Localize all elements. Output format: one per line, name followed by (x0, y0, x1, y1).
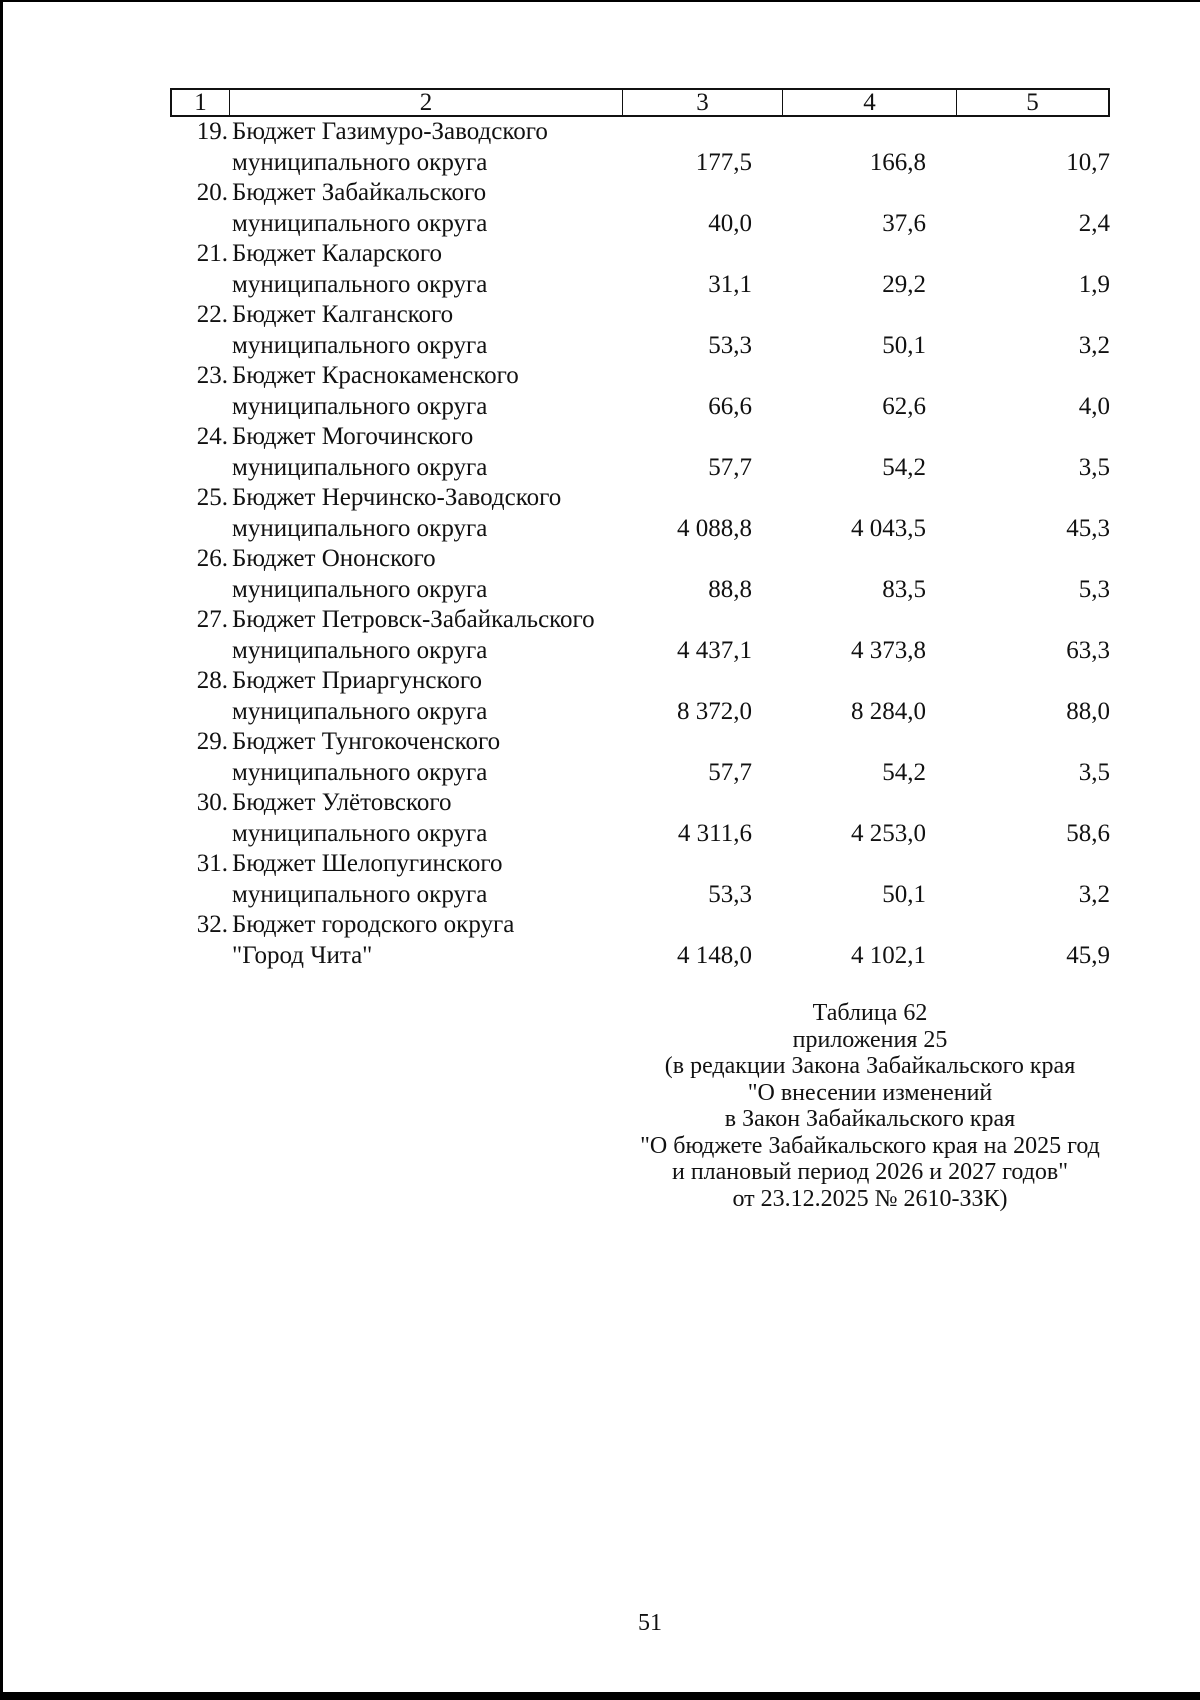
table-row (170, 483, 1110, 544)
row-name-line2: муниципального округа (232, 392, 488, 420)
row-value-col3: 57,7 (708, 453, 752, 481)
page-number: 51 (638, 1610, 662, 1636)
row-number: 19. (196, 118, 228, 145)
header-col-3: 3 (623, 90, 783, 115)
caption-line: приложения 25 (792, 1026, 948, 1053)
row-name-line2: муниципального округа (232, 453, 488, 481)
row-value-col4: 8 284,0 (851, 697, 926, 725)
row-name-line1: Бюджет городского округа (232, 911, 515, 938)
row-name-line1: Бюджет Тунгокоченского (232, 728, 501, 755)
row-value-col3: 8 372,0 (677, 697, 752, 725)
row-name-line1: Бюджет Ононского (232, 545, 436, 572)
row-value-col4: 50,1 (882, 880, 926, 908)
row-name-line2: муниципального округа (232, 819, 488, 847)
row-name-line2: муниципального округа (232, 270, 488, 298)
table-row (170, 605, 1110, 666)
row-name-line1: Бюджет Калганского (232, 301, 454, 328)
scan-edge-top (0, 0, 1200, 2)
row-number: 30. (196, 789, 228, 816)
row-number: 26. (196, 545, 228, 572)
row-name-line1: Бюджет Шелопугинского (232, 850, 503, 877)
row-value-col5: 2,4 (1078, 209, 1110, 237)
row-value-col3: 57,7 (708, 758, 752, 786)
row-value-col5: 58,6 (1066, 819, 1110, 847)
row-value-col5: 1,9 (1078, 270, 1110, 298)
row-name-line2: муниципального округа (232, 758, 488, 786)
row-name-line1: Бюджет Нерчинско-Заводского (232, 484, 562, 511)
row-name-line1: Бюджет Могочинского (232, 423, 474, 450)
table-row (170, 361, 1110, 422)
header-col-1: 1 (172, 90, 230, 115)
row-value-col4: 62,6 (882, 392, 926, 420)
row-value-col5: 3,2 (1078, 880, 1110, 908)
header-col-5: 5 (1026, 89, 1039, 116)
row-value-col5: 63,3 (1066, 636, 1110, 664)
row-name-line1: Бюджет Каларского (232, 240, 443, 267)
row-value-col5: 3,5 (1078, 758, 1110, 786)
row-value-col5: 45,9 (1066, 941, 1110, 969)
row-name-line2: муниципального округа (232, 575, 488, 603)
row-value-col5: 3,5 (1078, 453, 1110, 481)
row-number: 25. (196, 484, 228, 511)
caption-line: в Закон Забайкальского края (724, 1106, 1016, 1132)
row-number: 21. (196, 240, 228, 267)
row-name-line1: Бюджет Петровск-Забайкальского (232, 606, 595, 633)
row-value-col5: 5,3 (1078, 575, 1110, 603)
row-number: 27. (196, 606, 228, 633)
scan-edge-left (0, 0, 3, 1700)
header-col-2: 2 (230, 90, 623, 115)
row-value-col4: 37,6 (882, 209, 926, 237)
row-number: 29. (196, 728, 228, 755)
table-row (170, 117, 1110, 178)
table-row (170, 422, 1110, 483)
row-name-line1: Бюджет Улётовского (232, 789, 452, 816)
row-value-col5: 88,0 (1066, 697, 1110, 725)
row-value-col3: 66,6 (708, 392, 752, 420)
table-row (170, 300, 1110, 361)
row-name-line1: Бюджет Приаргунского (232, 667, 482, 694)
table-row (170, 788, 1110, 849)
row-value-col3: 4 437,1 (677, 636, 752, 664)
row-value-col3: 4 311,6 (677, 819, 752, 847)
row-value-col3: 40,0 (708, 209, 752, 237)
row-value-col3: 88,8 (708, 575, 752, 603)
table-row (170, 666, 1110, 727)
row-name-line1: Бюджет Газимуро-Заводского (232, 118, 548, 145)
scan-edge-bottom (0, 1692, 1200, 1700)
row-name-line2: муниципального округа (232, 148, 488, 176)
table-row (170, 544, 1110, 605)
row-value-col5: 3,2 (1078, 331, 1110, 359)
row-name-line2: муниципального округа (232, 209, 488, 237)
row-name-line2: муниципального округа (232, 514, 488, 542)
row-value-col4: 83,5 (882, 575, 926, 603)
caption-line: "О внесении изменений (747, 1079, 993, 1106)
table-row (170, 178, 1110, 239)
row-number: 31. (196, 850, 228, 877)
table-row (170, 239, 1110, 300)
row-number: 32. (196, 911, 228, 938)
row-value-col4: 54,2 (882, 453, 926, 481)
row-name-line2: муниципального округа (232, 697, 488, 725)
caption-line: "О бюджете Забайкальского края на 2025 год (640, 1132, 1100, 1159)
row-name-line2: "Город Чита" (232, 941, 373, 969)
row-value-col4: 54,2 (882, 758, 926, 786)
row-name-line2: муниципального округа (232, 636, 488, 664)
row-value-col5: 45,3 (1066, 514, 1110, 542)
row-name-line1: Бюджет Забайкальского (232, 179, 487, 206)
row-value-col3: 53,3 (708, 880, 752, 908)
row-name-line2: муниципального округа (232, 331, 488, 359)
row-name-line1: Бюджет Краснокаменского (232, 362, 519, 389)
caption-line: Таблица 62 (812, 1000, 928, 1026)
caption-line: от 23.12.2025 № 2610-ЗЗК) (732, 1185, 1008, 1212)
row-number: 22. (196, 301, 228, 328)
row-number: 24. (196, 423, 228, 450)
row-value-col3: 177,5 (695, 148, 752, 176)
row-value-col4: 4 043,5 (851, 514, 926, 542)
row-value-col4: 4 253,0 (851, 819, 926, 847)
row-value-col5: 4,0 (1078, 392, 1110, 420)
row-number: 28. (196, 667, 228, 694)
table-caption (600, 1000, 1140, 1212)
table-row (170, 910, 1110, 971)
row-number: 20. (196, 179, 228, 206)
table-row (170, 849, 1110, 910)
row-value-col3: 31,1 (708, 270, 752, 298)
row-name-line2: муниципального округа (232, 880, 488, 908)
row-value-col4: 29,2 (882, 270, 926, 298)
row-number: 23. (196, 362, 228, 389)
row-value-col3: 4 148,0 (677, 941, 752, 969)
row-value-col4: 4 102,1 (851, 941, 926, 969)
row-value-col3: 4 088,8 (677, 514, 752, 542)
row-value-col4: 50,1 (882, 331, 926, 359)
caption-line: и плановый период 2026 и 2027 годов" (671, 1159, 1069, 1185)
caption-line: (в редакции Закона Забайкальского края (664, 1053, 1076, 1079)
table-body (170, 117, 1110, 971)
row-value-col4: 166,8 (869, 148, 926, 176)
header-col-4: 4 (783, 90, 957, 115)
row-value-col3: 53,3 (708, 331, 752, 359)
table-row (170, 727, 1110, 788)
row-value-col5: 10,7 (1066, 148, 1110, 176)
row-value-col4: 4 373,8 (851, 636, 926, 664)
table-header (170, 88, 1110, 117)
